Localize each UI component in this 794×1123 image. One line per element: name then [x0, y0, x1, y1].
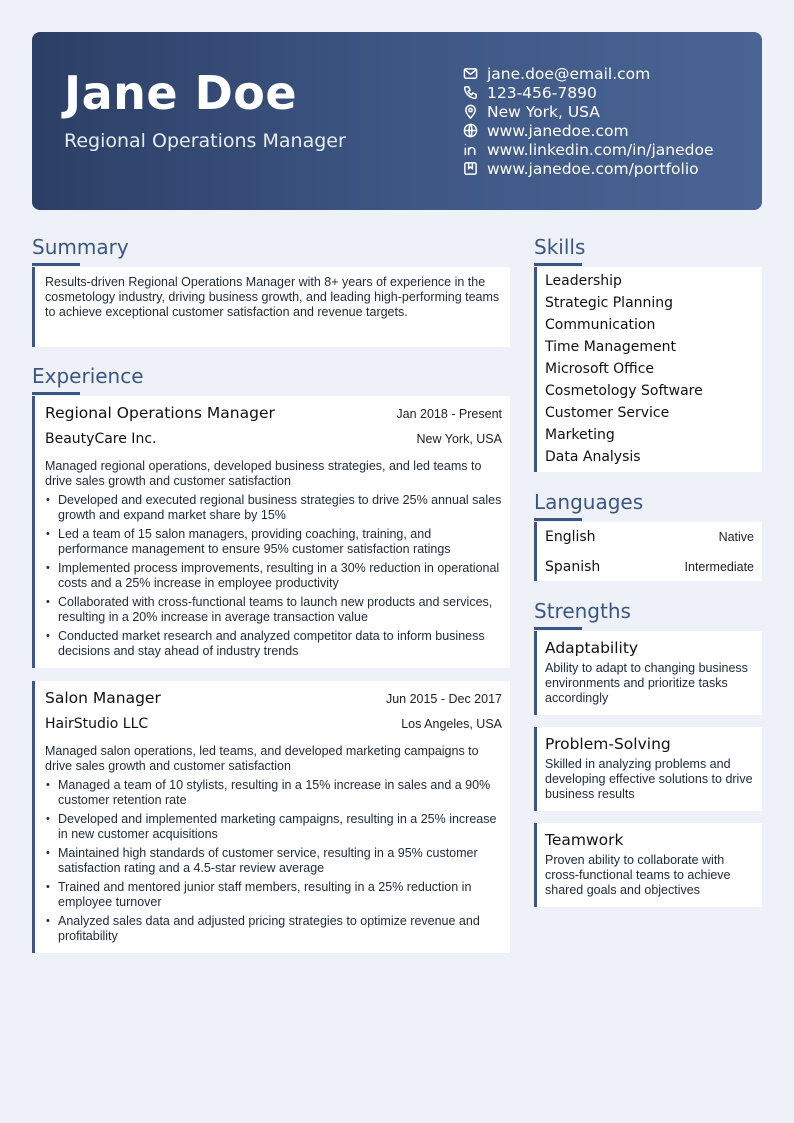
- contact-phone[interactable]: [462, 83, 714, 102]
- contact-website-text: www.janedoe.com: [487, 121, 629, 140]
- globe-icon: [462, 123, 478, 139]
- experience-heading: Experience: [32, 364, 144, 388]
- candidate-name: Jane Doe: [64, 66, 298, 120]
- skills-heading: Skills: [534, 235, 586, 259]
- summary-text: Results-driven Regional Operations Manager with 8+ years of experience in the cosmetology industry, driving business growth, and leading high-performing teams to achieve exceptional customer satisfaction and revenue targets.: [45, 275, 500, 319]
- language-name: Spanish: [545, 559, 601, 575]
- job-entry: [32, 681, 510, 953]
- strength-title: Adaptability: [545, 639, 639, 657]
- list-item: • Developed and executed regional business strategies to drive 25% annual sales growth and expand market share by 15%: [45, 493, 502, 523]
- skill-item: Strategic Planning: [545, 295, 674, 311]
- contact-email[interactable]: [462, 64, 714, 83]
- skill-item: Communication: [545, 317, 656, 333]
- strength-title: Problem-Solving: [545, 735, 671, 753]
- job-description: Managed regional operations, developed business strategies, and led teams to drive sales growth and customer satisfaction: [45, 459, 482, 488]
- contact-website[interactable]: [462, 121, 714, 140]
- languages-card: [534, 522, 762, 581]
- job-company: HairStudio LLC: [45, 716, 149, 732]
- strength-title: Teamwork: [545, 831, 624, 849]
- contact-portfolio[interactable]: [462, 159, 714, 178]
- job-entry: [32, 396, 510, 668]
- skill-item: Data Analysis: [545, 449, 641, 465]
- contact-location: [462, 102, 714, 121]
- list-item: • Managed a team of 10 stylists, resulting in a 15% increase in sales and a 90% customer retention rate: [45, 778, 502, 808]
- language-row: [545, 552, 754, 582]
- contact-list: [462, 64, 714, 178]
- strength-description: Skilled in analyzing problems and developing effective solutions to drive business results: [545, 757, 753, 801]
- phone-icon: [462, 85, 478, 101]
- resume-header: [32, 32, 762, 210]
- language-level: Intermediate: [684, 560, 754, 574]
- job-bullets: [45, 493, 502, 659]
- contact-email-text: jane.doe@email.com: [487, 64, 651, 83]
- job-dates: Jan 2018 - Present: [396, 407, 502, 421]
- skill-item: Time Management: [545, 339, 676, 355]
- list-item: • Analyzed sales data and adjusted pricing strategies to optimize revenue and profitability: [45, 914, 502, 944]
- candidate-title: Regional Operations Manager: [64, 130, 346, 152]
- list-item: • Conducted market research and analyzed competitor data to inform business decisions and stay ahead of industry trends: [45, 629, 502, 659]
- language-level: Native: [718, 530, 754, 544]
- strength-description: Ability to adapt to changing business environments and prioritize tasks accordingly: [545, 661, 748, 705]
- mail-icon: [462, 66, 478, 82]
- skill-item: Microsoft Office: [545, 361, 655, 377]
- contact-portfolio-text: www.janedoe.com/portfolio: [487, 159, 699, 178]
- contact-location-text: New York, USA: [487, 102, 600, 121]
- summary-heading: Summary: [32, 235, 129, 259]
- skill-item: Leadership: [545, 273, 622, 289]
- portfolio-icon: [462, 161, 478, 177]
- contact-linkedin-text: www.linkedin.com/in/janedoe: [487, 140, 714, 159]
- summary-card: [32, 267, 510, 347]
- skill-item: Marketing: [545, 427, 615, 443]
- location-icon: [462, 104, 478, 120]
- skill-item: Cosmetology Software: [545, 383, 703, 399]
- linkedin-icon: [462, 142, 478, 158]
- language-name: English: [545, 529, 596, 545]
- strengths-heading: Strengths: [534, 599, 631, 623]
- strength-card: [534, 631, 762, 715]
- job-location: Los Angeles, USA: [401, 717, 502, 731]
- list-item: • Implemented process improvements, resulting in a 30% reduction in operational costs and a 25% increase in employee productivity: [45, 561, 502, 591]
- job-dates: Jun 2015 - Dec 2017: [385, 692, 502, 706]
- list-item: • Maintained high standards of customer service, resulting in a 95% customer satisfaction rating and a 4.5-star review average: [45, 846, 502, 876]
- language-row: [545, 522, 754, 552]
- strength-card: [534, 823, 762, 907]
- job-title: Salon Manager: [45, 689, 161, 707]
- contact-linkedin[interactable]: [462, 140, 714, 159]
- strength-card: [534, 727, 762, 811]
- job-bullets: [45, 778, 502, 944]
- skills-card: [534, 267, 762, 472]
- skill-item: Customer Service: [545, 405, 670, 421]
- job-title: Regional Operations Manager: [45, 404, 275, 422]
- list-item: • Trained and mentored junior staff members, resulting in a 25% reduction in employee turnover: [45, 880, 502, 910]
- list-item: • Developed and implemented marketing campaigns, resulting in a 25% increase in new customer acquisitions: [45, 812, 502, 842]
- list-item: • Collaborated with cross-functional teams to launch new products and services, resulting in a 20% increase in average transaction value: [45, 595, 502, 625]
- job-location: New York, USA: [416, 432, 502, 446]
- strength-description: Proven ability to collaborate with cross-functional teams to achieve shared goals and objectives: [545, 853, 731, 897]
- job-company: BeautyCare Inc.: [45, 431, 157, 447]
- languages-heading: Languages: [534, 490, 644, 514]
- list-item: • Led a team of 15 salon managers, providing coaching, training, and performance management to ensure 95% customer satisfaction ratings: [45, 527, 502, 557]
- contact-phone-text: 123-456-7890: [487, 83, 597, 102]
- job-description: Managed salon operations, led teams, and developed marketing campaigns to drive sales growth and customer satisfaction: [45, 744, 479, 773]
